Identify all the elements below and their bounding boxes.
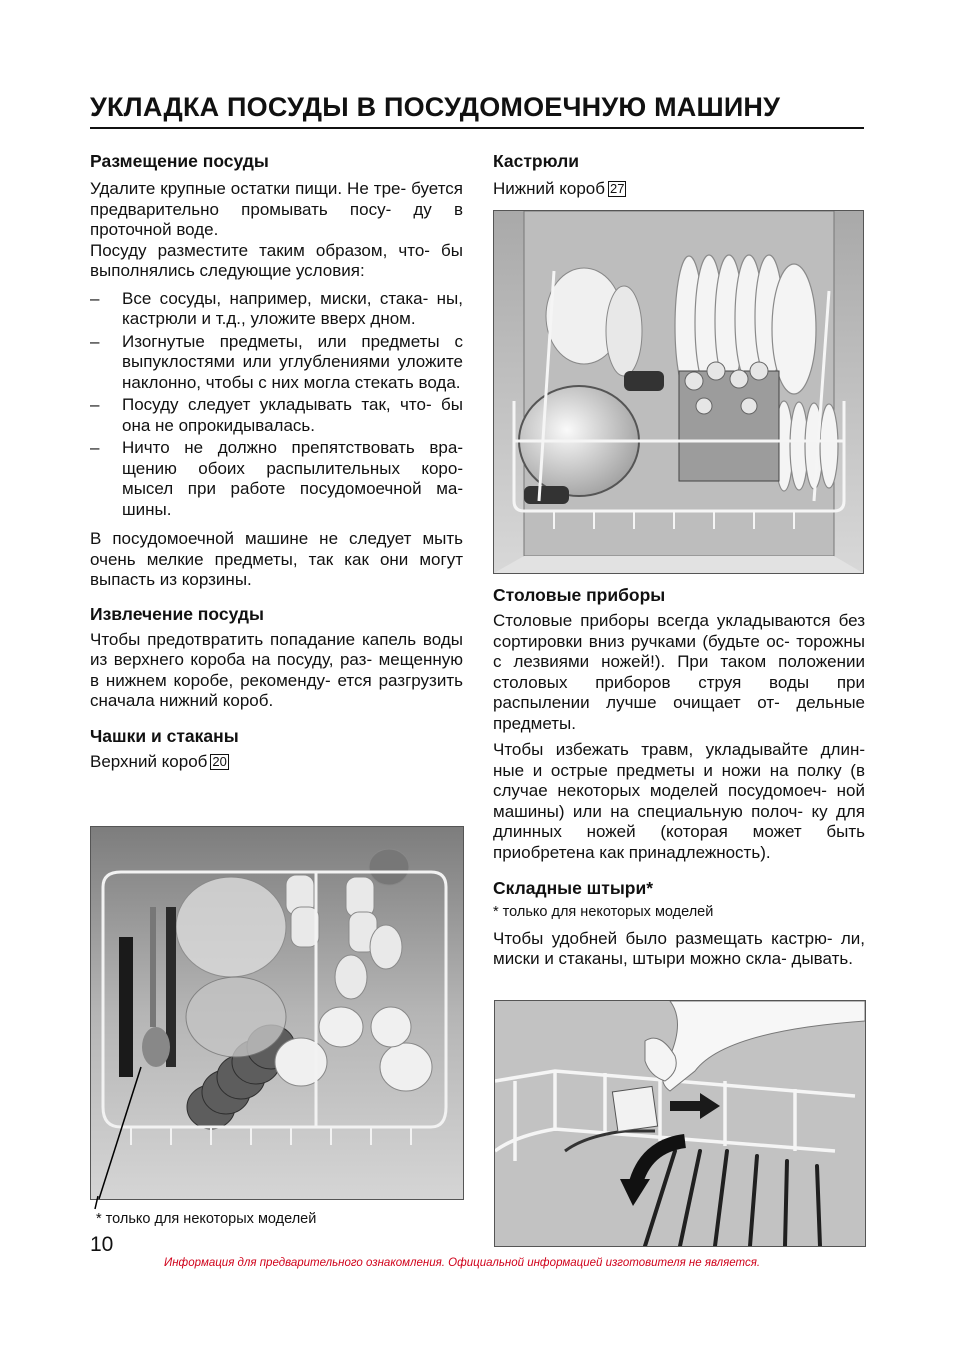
lower-basket-label: Нижний короб 27 bbox=[493, 179, 625, 198]
unloading-paragraph: Чтобы предотвратить попадание капель воды из верхнего короба на посуду, раз- мещенную в нижнем коробе, рекоменду- ется разгрузить сначала нижний короб. bbox=[90, 629, 463, 710]
cutlery-paragraph-1: Столовые приборы всегда укладываются без сортировки вниз ручками (будьте ос- торожны с лезвиями ножей!). При таком положении столовых приборов струя воды при распылении лучше очищает от- дельные предметы. bbox=[493, 611, 865, 733]
list-item: – Посуду следует укладывать так, что- бы она не опрокидывалась. bbox=[90, 395, 463, 435]
heading-pots: Кастрюли bbox=[493, 151, 580, 171]
placement-paragraph-3: В посудомоечной машине не следует мыть очень мелкие предметы, так как они могут выпасть из корзины. bbox=[90, 529, 463, 589]
upper-basket-illustration bbox=[90, 826, 464, 1200]
right-column bbox=[493, 150, 865, 200]
pins-note: * только для некоторых моделей bbox=[493, 904, 714, 920]
heading-cups: Чашки и стаканы bbox=[90, 725, 239, 746]
upper-basket-number: 20 bbox=[212, 753, 227, 769]
placement-paragraph-1: Удалите крупные остатки пищи. Не тре- буется предварительно промывать посу- ду в проточной воде. bbox=[90, 179, 463, 239]
heading-placement: Размещение посуды bbox=[90, 151, 269, 171]
list-item: – Ничто не должно препятствовать вра- щению обоих распылительных коро- мысел при работе посудомоечной ма- шины. bbox=[90, 438, 463, 519]
footnote: * только для некоторых моделей bbox=[96, 1211, 317, 1227]
left-column bbox=[90, 150, 463, 772]
page-number: 10 bbox=[90, 1233, 114, 1256]
heading-folding-pins: Складные штыри* bbox=[493, 878, 654, 898]
lower-basket-illustration bbox=[493, 210, 864, 574]
placement-paragraph-2: Посуду разместите таким образом, что- бы выполнялись следующие условия: bbox=[90, 240, 463, 280]
list-item: – Все сосуды, например, миски, стака- ны, кастрюли и т.д., уложите вверх дном. bbox=[90, 288, 463, 328]
upper-basket-drawing bbox=[91, 827, 463, 1199]
disclaimer-text: Информация для предварительного ознакомления. Официальной информацией изготовителя не является. bbox=[164, 1257, 761, 1269]
right-column-lower bbox=[493, 584, 865, 970]
placement-conditions-list bbox=[90, 289, 463, 521]
upper-basket-label: Верхний короб 20 bbox=[90, 751, 227, 771]
page-title: УКЛАДКА ПОСУДЫ В ПОСУДОМОЕЧНУЮ МАШИНУ bbox=[90, 92, 781, 122]
heading-cutlery: Столовые приборы bbox=[493, 585, 666, 605]
heading-unloading: Извлечение посуды bbox=[90, 603, 264, 624]
folding-pins-drawing bbox=[495, 1001, 865, 1246]
cutlery-paragraph-2: Чтобы избежать травм, укладывайте длин- ные и острые предметы и ножи на полку (в случае некоторых моделей посудомоеч- ной машины) или на специальную полоч- ку для длинных ножей (которая может быть приобретена как принадлежность). bbox=[493, 740, 865, 862]
lower-basket-drawing bbox=[494, 211, 863, 573]
title-rule bbox=[90, 127, 864, 129]
lower-basket-number: 27 bbox=[609, 181, 625, 196]
footnote-pointer-line bbox=[90, 1196, 110, 1210]
pins-paragraph: Чтобы удобней было размещать кастрю- ли, миски и стаканы, штыри можно скла- дывать. bbox=[493, 928, 865, 968]
folding-pins-illustration bbox=[494, 1000, 866, 1247]
list-item: – Изогнутые предметы, или предметы с выпуклостями или углублениями уложите наклонно, чтобы с них могла стекать вода. bbox=[90, 331, 463, 392]
